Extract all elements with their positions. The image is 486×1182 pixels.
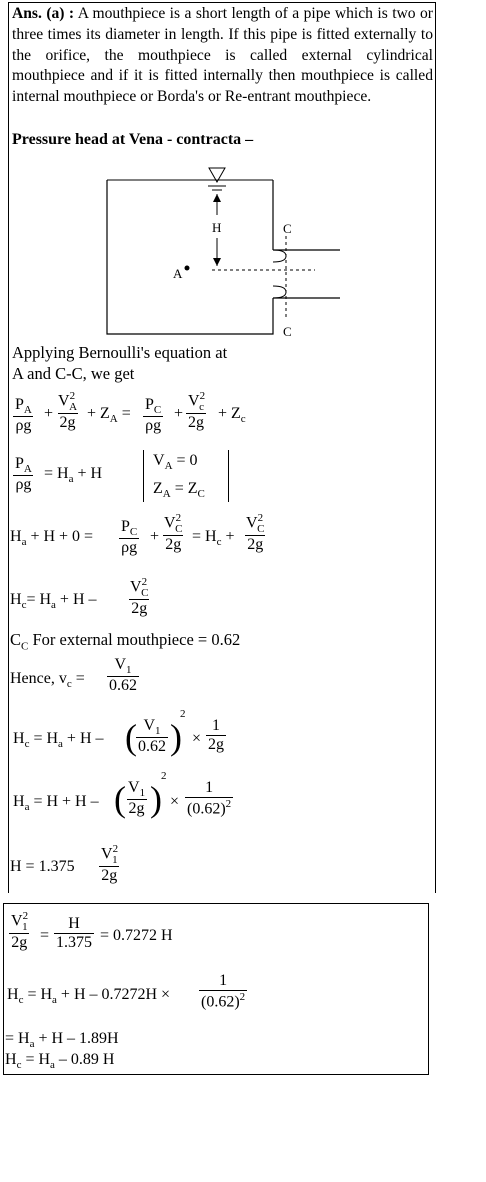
label-C-bottom: C xyxy=(283,324,292,339)
equation-minus: = $H_a + H - 1.89H$ xyxy=(5,1030,119,1051)
equation-final: $H_c = H_a - 0.89$ H xyxy=(5,1051,115,1072)
bernoulli-line-2: A and C-C, we get xyxy=(12,364,135,383)
bernoulli-line-1: Applying Bernoulli's equation at xyxy=(12,343,228,362)
label-C-top: C xyxy=(283,221,292,236)
section-heading: Pressure head at Vena - contracta – xyxy=(12,131,254,148)
intro-paragraph xyxy=(12,4,433,108)
label-H: H xyxy=(212,220,222,235)
cc-line: $C_C$ For external mouthpiece = 0.62 xyxy=(10,630,241,653)
answer-label: Ans. (a) : xyxy=(12,5,75,22)
intro-text: A mouthpiece is a short length of a pipe which is two or three times its diameter in length. If this pipe is fitted externally to the orifice, the mouthpiece is called external cylindrical mouthpiece and if it is fitted internally then mouthpiece is called internal mouthpiece or Borda's or Re-entrant mouthpiece. xyxy=(12,5,433,106)
mouthpiece-diagram xyxy=(100,158,350,348)
label-A: A xyxy=(173,266,183,281)
